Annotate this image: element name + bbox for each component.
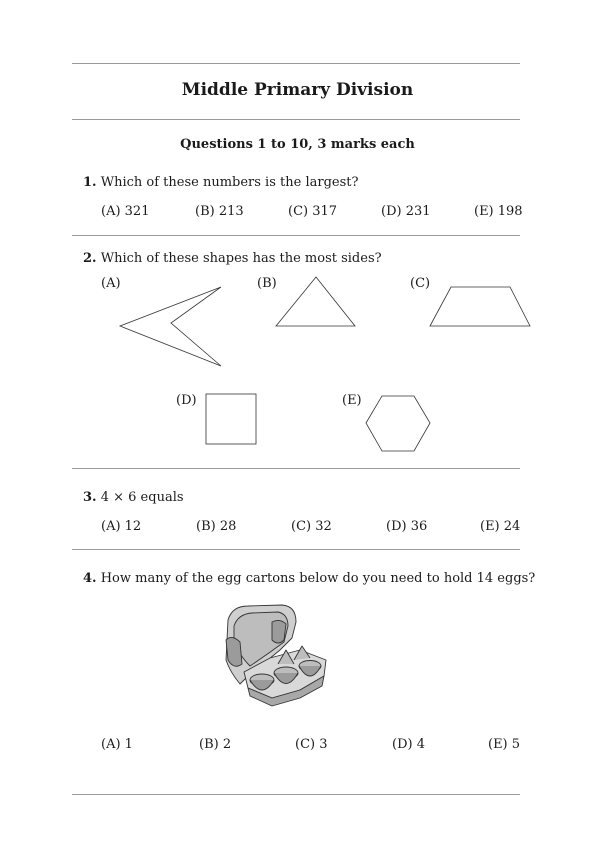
q4-option-c[interactable]: (C) 3 bbox=[295, 737, 328, 752]
section-subtitle: Questions 1 to 10, 3 marks each bbox=[180, 137, 415, 152]
question-text: Which of these shapes has the most sides? bbox=[100, 251, 382, 266]
q4-option-e[interactable]: (E) 5 bbox=[488, 737, 521, 752]
q3-option-e[interactable]: (E) 24 bbox=[480, 519, 521, 534]
q3-option-c[interactable]: (C) 32 bbox=[291, 519, 332, 534]
question-number: 3. bbox=[83, 490, 97, 505]
q2-option-b[interactable]: (B) bbox=[257, 276, 277, 291]
q1-option-c[interactable]: (C) 317 bbox=[288, 204, 338, 219]
page-title: Middle Primary Division bbox=[181, 80, 414, 100]
question-number: 4. bbox=[83, 571, 97, 586]
q1-option-e[interactable]: (E) 198 bbox=[474, 204, 523, 219]
bottom-rule bbox=[72, 794, 520, 795]
q2-option-c[interactable]: (C) bbox=[410, 276, 431, 291]
q3-option-b[interactable]: (B) 28 bbox=[196, 519, 237, 534]
q2-option-d[interactable]: (D) bbox=[176, 393, 197, 408]
question-text: How many of the egg cartons below do you need to hold 14 eggs? bbox=[100, 571, 536, 586]
question-number: 1. bbox=[83, 175, 97, 190]
q2-option-a[interactable]: (A) bbox=[101, 276, 121, 291]
q4-option-b[interactable]: (B) 2 bbox=[199, 737, 232, 752]
q3-option-a[interactable]: (A) 12 bbox=[101, 519, 142, 534]
q4-option-d[interactable]: (D) 4 bbox=[392, 737, 425, 752]
question-text: 4 × 6 equals bbox=[100, 490, 184, 505]
question-text: Which of these numbers is the largest? bbox=[100, 175, 359, 190]
q4-option-a[interactable]: (A) 1 bbox=[101, 737, 133, 752]
q2-option-e[interactable]: (E) bbox=[342, 393, 362, 408]
q1-option-a[interactable]: (A) 321 bbox=[101, 204, 150, 219]
q1-option-d[interactable]: (D) 231 bbox=[381, 204, 431, 219]
question-number: 2. bbox=[83, 251, 97, 266]
q3-option-d[interactable]: (D) 36 bbox=[386, 519, 428, 534]
q1-option-b[interactable]: (B) 213 bbox=[195, 204, 244, 219]
